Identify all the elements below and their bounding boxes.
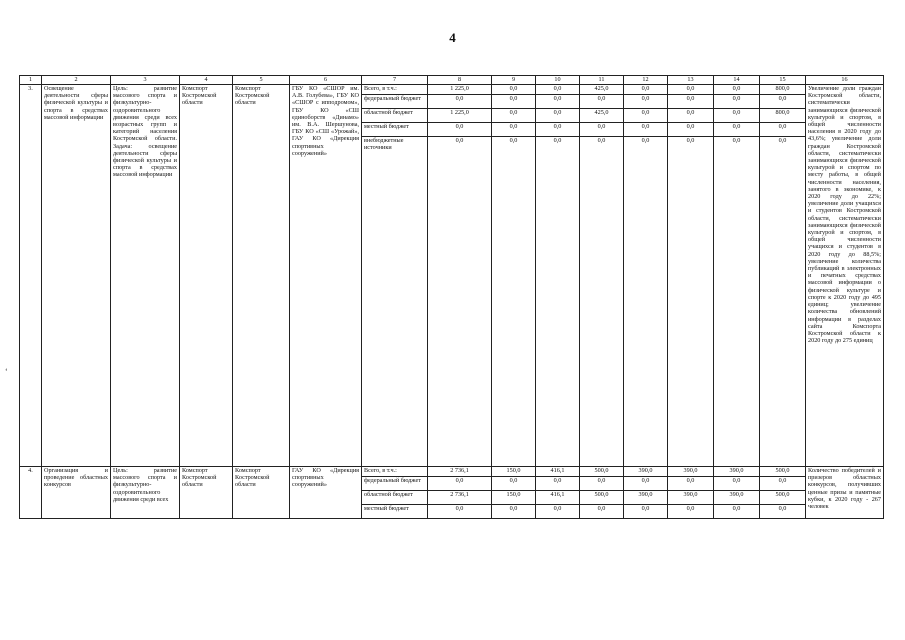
funding-value: 0,0 [624, 95, 668, 109]
column-number: 6 [290, 76, 362, 85]
funding-value: 0,0 [714, 85, 760, 95]
funding-value: 0,0 [536, 123, 580, 137]
funding-value: 2 736,1 [428, 467, 492, 477]
funding-value: 390,0 [668, 467, 714, 477]
funding-source: областной бюджет [362, 491, 428, 505]
funding-value: 0,0 [760, 95, 806, 109]
funding-value: 0,0 [624, 85, 668, 95]
funding-value: 0,0 [580, 137, 624, 467]
funding-value: 0,0 [536, 85, 580, 95]
column-number: 14 [714, 76, 760, 85]
funding-value: 0,0 [714, 109, 760, 123]
funding-value: 0,0 [580, 123, 624, 137]
column-number: 8 [428, 76, 492, 85]
column-number: 12 [624, 76, 668, 85]
column-number: 7 [362, 76, 428, 85]
funding-value: 0,0 [580, 477, 624, 491]
funding-value: 0,0 [428, 137, 492, 467]
event-name: Освещение деятельности сферы физической культуры и спорта в средствах массовой информации [42, 85, 111, 467]
funding-value: 0,0 [580, 95, 624, 109]
funding-value: 0,0 [668, 109, 714, 123]
funding-value: 0,0 [668, 477, 714, 491]
funding-value: 0,0 [428, 123, 492, 137]
funding-value: 416,1 [536, 491, 580, 505]
column-number: 16 [806, 76, 884, 85]
funding-value: 2 736,1 [428, 491, 492, 505]
column-number: 15 [760, 76, 806, 85]
funding-value: 425,0 [580, 109, 624, 123]
funding-value: 0,0 [760, 123, 806, 137]
funding-value: 0,0 [668, 137, 714, 467]
funding-value: 0,0 [492, 505, 536, 519]
event-goal: Цель: развитие массового спорта и физкультурно-оздоровительного движения среди всех возрастных групп и категорий населения Костромской области. Задача: освещение деятельности сферы физической культуры и спорта в средствах массовой информации [111, 85, 180, 467]
funding-source: федеральный бюджет [362, 477, 428, 491]
funding-value: 0,0 [714, 505, 760, 519]
event-name: Организация и проведение областных конкурсов [42, 467, 111, 519]
funding-value: 0,0 [580, 505, 624, 519]
column-number-row [20, 76, 884, 85]
program-table [19, 75, 884, 519]
responsible-executor: Комспорт Костромской области [180, 467, 233, 519]
funding-value: 500,0 [760, 467, 806, 477]
funding-value: 0,0 [760, 505, 806, 519]
event-goal: Цель: развитие массового спорта и физкультурно-оздоровительного движения среди всех [111, 467, 180, 519]
page-number: 4 [449, 30, 456, 45]
funding-source: местный бюджет [362, 123, 428, 137]
funding-value: 0,0 [428, 477, 492, 491]
funding-value: 500,0 [760, 491, 806, 505]
funding-value: 0,0 [624, 477, 668, 491]
funding-value: 0,0 [624, 123, 668, 137]
funding-value: 0,0 [492, 109, 536, 123]
expected-result: Увеличение доли граждан Костромской области, систематически занимающихся физической культурой и спортом, в общей численности населения в 2020 году до 43,6%; увеличение доли граждан Костромской области, систематически занимающихся физической культурой и спортом по месту работы, в общей численности населения, занятого в экономике, к 2020 году до 22%; увеличение доли учащихся и студентов Костромской области, систематически занимающихся физической культурой и спортом, в общей численности учащихся и студентов в 2020 году до 88,5%; увеличение количества публикаций в электронных и печатных средствах массовой информации о физической культуре и спорте к 2020 году до 495 единиц; увеличение количества обновлений информации в разделах сайта Комспорта Костромской области к 2020 году до 275 единиц [806, 85, 884, 467]
column-number: 9 [492, 76, 536, 85]
funding-value: 0,0 [624, 505, 668, 519]
funding-value: 0,0 [492, 477, 536, 491]
funding-value: 150,0 [492, 467, 536, 477]
funding-value: 425,0 [580, 85, 624, 95]
funding-value: 0,0 [668, 85, 714, 95]
funding-source: Всего, в т.ч.: [362, 467, 428, 477]
expected-result: Количество победителей и призеров областных конкурсов, получивших ценные призы и памятные кубки, к 2020 году - 267 человек [806, 467, 884, 519]
table-row [20, 467, 884, 477]
funding-value: 0,0 [760, 477, 806, 491]
participants: ГАУ КО «Дирекция спортивных сооружений» [290, 467, 362, 519]
column-number: 10 [536, 76, 580, 85]
funding-source: областной бюджет [362, 109, 428, 123]
funding-value: 416,1 [536, 467, 580, 477]
funding-source: федеральный бюджет [362, 95, 428, 109]
stray-mark: ʻ [5, 367, 8, 376]
funding-value: 0,0 [492, 137, 536, 467]
funding-source: внебюджетные источники [362, 137, 428, 467]
funding-value: 390,0 [714, 491, 760, 505]
funding-value: 800,0 [760, 85, 806, 95]
funding-value: 390,0 [714, 467, 760, 477]
column-number: 1 [20, 76, 42, 85]
funding-value: 0,0 [536, 505, 580, 519]
funding-value: 0,0 [714, 477, 760, 491]
funding-value: 1 225,0 [428, 109, 492, 123]
funding-value: 0,0 [624, 137, 668, 467]
column-number: 2 [42, 76, 111, 85]
row-number: 3. [20, 85, 42, 467]
column-number: 4 [180, 76, 233, 85]
participants: ГБУ КО «СШОР им. А.В. Голубева», ГБУ КО «СШОР с ипподромом», ГБУ КО «СШ единоборств «Динамо» им. В.А. Шершунова, ГБУ КО «СШ «Урожай», ГАУ КО «Дирекция спортивных сооружений» [290, 85, 362, 467]
co-executor: Комспорт Костромской области [233, 85, 290, 467]
column-number: 3 [111, 76, 180, 85]
column-number: 13 [668, 76, 714, 85]
funding-value: 500,0 [580, 491, 624, 505]
funding-value: 0,0 [536, 477, 580, 491]
funding-value: 0,0 [760, 137, 806, 467]
funding-value: 0,0 [536, 137, 580, 467]
funding-value: 390,0 [624, 491, 668, 505]
funding-value: 0,0 [536, 109, 580, 123]
funding-value: 0,0 [668, 95, 714, 109]
funding-source: местный бюджет [362, 505, 428, 519]
funding-value: 0,0 [492, 85, 536, 95]
funding-value: 0,0 [492, 95, 536, 109]
funding-value: 0,0 [492, 123, 536, 137]
funding-value: 0,0 [428, 505, 492, 519]
funding-value: 500,0 [580, 467, 624, 477]
co-executor: Комспорт Костромской области [233, 467, 290, 519]
funding-value: 0,0 [714, 137, 760, 467]
funding-value: 1 225,0 [428, 85, 492, 95]
funding-value: 0,0 [428, 95, 492, 109]
funding-value: 390,0 [668, 491, 714, 505]
funding-value: 0,0 [668, 123, 714, 137]
row-number: 4. [20, 467, 42, 519]
funding-source: Всего, в т.ч.: [362, 85, 428, 95]
table-row [20, 85, 884, 95]
funding-value: 0,0 [668, 505, 714, 519]
responsible-executor: Комспорт Костромской области [180, 85, 233, 467]
funding-value: 0,0 [624, 109, 668, 123]
funding-value: 150,0 [492, 491, 536, 505]
column-number: 11 [580, 76, 624, 85]
funding-value: 800,0 [760, 109, 806, 123]
funding-value: 0,0 [536, 95, 580, 109]
funding-value: 0,0 [714, 95, 760, 109]
funding-value: 390,0 [624, 467, 668, 477]
funding-value: 0,0 [714, 123, 760, 137]
column-number: 5 [233, 76, 290, 85]
